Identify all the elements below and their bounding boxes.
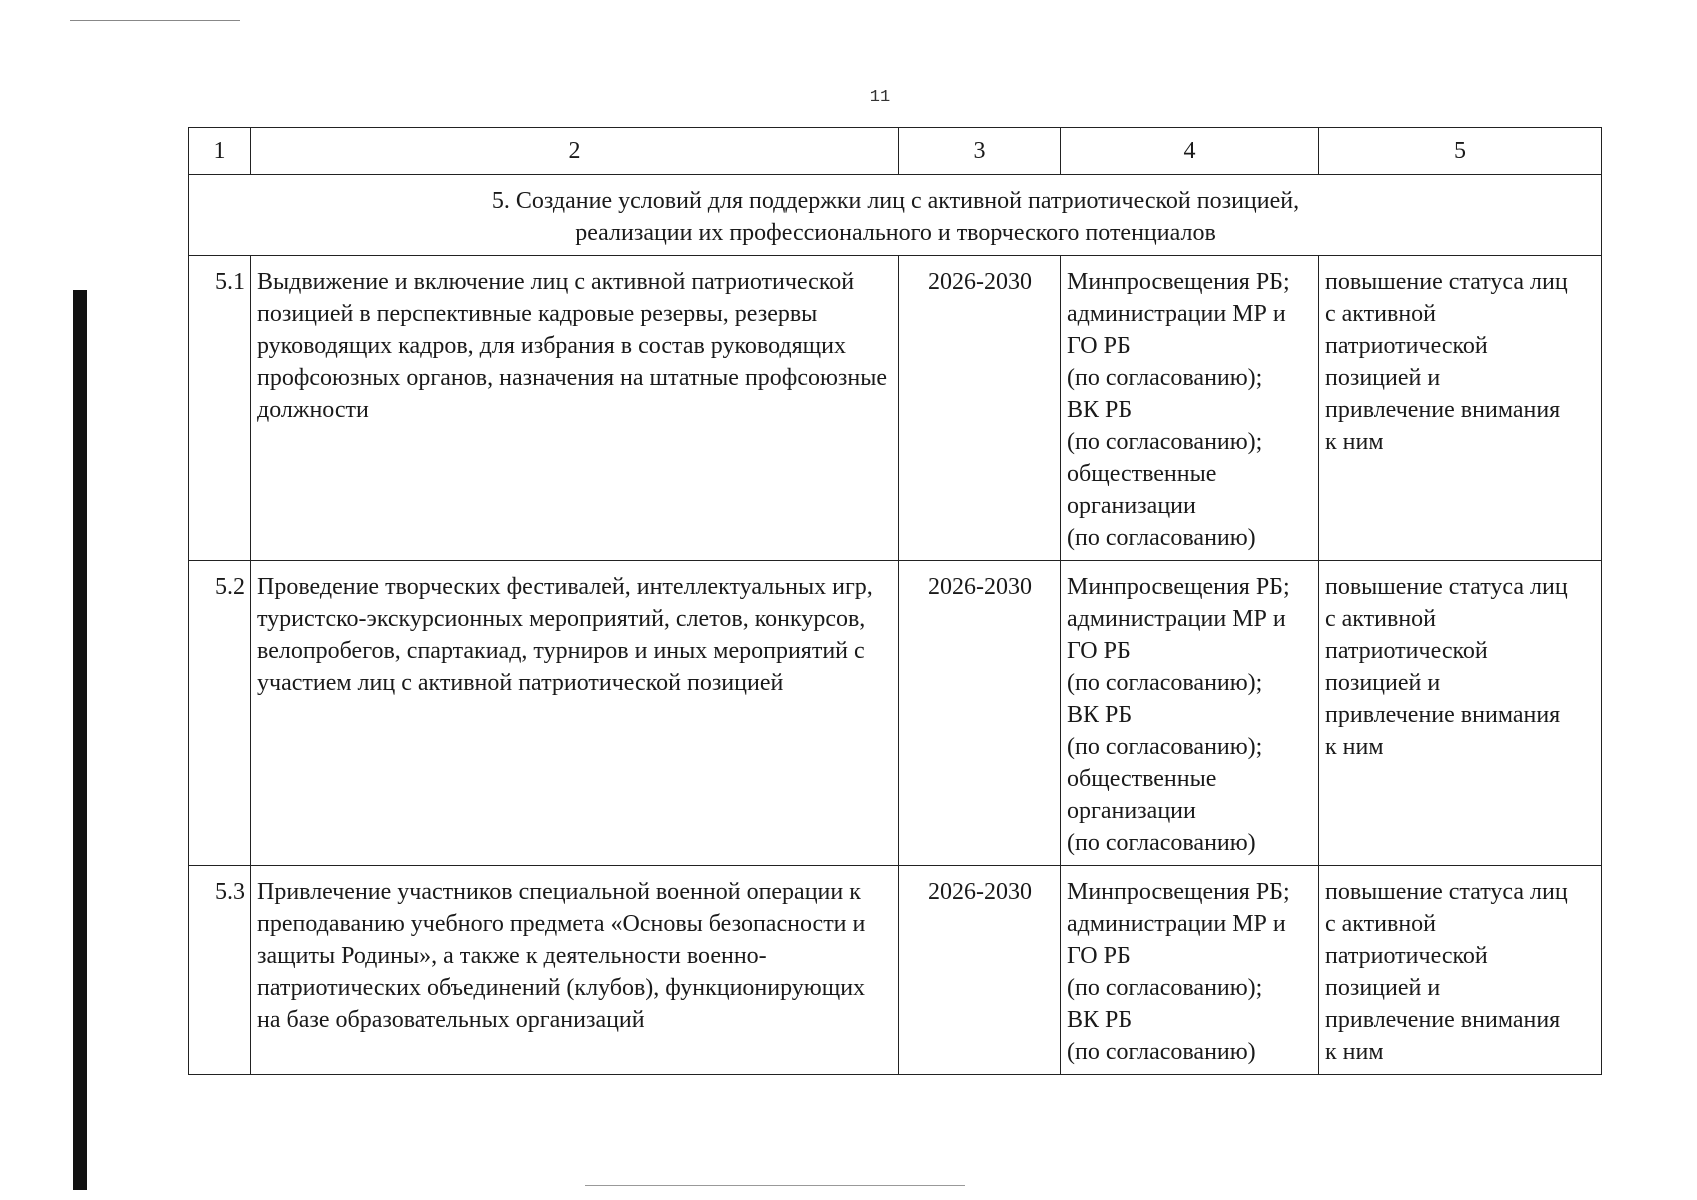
table-row — [189, 256, 1602, 561]
executor-line: ВК РБ — [1067, 702, 1133, 728]
result-line: привлечение внимания — [1325, 1007, 1561, 1033]
executor-line: Минпросвещения РБ; — [1067, 879, 1290, 905]
row-result — [1319, 866, 1602, 1075]
executor-line: (по согласованию); — [1067, 670, 1263, 696]
result-line: привлечение внимания — [1325, 397, 1561, 423]
executor-line: (по согласованию); — [1067, 429, 1263, 455]
result-line: патриотической — [1325, 638, 1488, 664]
row-number: 5.1 — [189, 256, 251, 561]
row-executors — [1061, 561, 1319, 866]
executor-line: организации — [1067, 493, 1196, 519]
executor-line: (по согласованию) — [1067, 525, 1256, 551]
executor-line: ГО РБ — [1067, 943, 1131, 969]
column-header-4: 4 — [1061, 128, 1319, 175]
executor-line: ГО РБ — [1067, 333, 1131, 359]
row-result — [1319, 256, 1602, 561]
executor-line: (по согласованию) — [1067, 1039, 1256, 1065]
scan-edge-line — [585, 1185, 965, 1186]
executor-line: Минпросвещения РБ; — [1067, 574, 1290, 600]
result-line: повышение статуса лиц — [1325, 574, 1568, 600]
result-line: позицией и — [1325, 975, 1441, 1001]
plan-table — [188, 127, 1602, 1075]
column-header-3: 3 — [899, 128, 1061, 175]
header-row — [189, 128, 1602, 175]
executor-line: ГО РБ — [1067, 638, 1131, 664]
executor-line: общественные — [1067, 461, 1217, 487]
row-period: 2026-2030 — [899, 866, 1061, 1075]
row-result — [1319, 561, 1602, 866]
result-line: с активной — [1325, 301, 1436, 327]
row-description: Выдвижение и включение лиц с активной патриотической позицией в перспективные кадровые резервы, резервы руководящих кадров, для избрания в состав руководящих профсоюзных органов, назначения на штатные профсоюзные должности — [251, 256, 899, 561]
column-header-2: 2 — [251, 128, 899, 175]
scan-edge-line — [70, 20, 240, 21]
result-line: к ним — [1325, 429, 1384, 455]
table-row — [189, 561, 1602, 866]
row-number: 5.2 — [189, 561, 251, 866]
executor-line: общественные — [1067, 766, 1217, 792]
result-line: патриотической — [1325, 943, 1488, 969]
result-line: с активной — [1325, 606, 1436, 632]
executor-line: администрации МР и — [1067, 911, 1286, 937]
row-description: Привлечение участников специальной военной операции к преподаванию учебного предмета «Основы безопасности и защиты Родины», а также к деятельности военно-патриотических объединений (клубов), функционирующих на базе образовательных организаций — [251, 866, 899, 1075]
executor-line: Минпросвещения РБ; — [1067, 269, 1290, 295]
column-header-5: 5 — [1319, 128, 1602, 175]
row-description: Проведение творческих фестивалей, интеллектуальных игр, туристско-экскурсионных мероприятий, слетов, конкурсов, велопробегов, спартакиад, турниров и иных мероприятий с участием лиц с активной патриотической позицией — [251, 561, 899, 866]
executor-line: администрации МР и — [1067, 606, 1286, 632]
executor-line: (по согласованию); — [1067, 365, 1263, 391]
executor-line: (по согласованию); — [1067, 975, 1263, 1001]
table-row — [189, 866, 1602, 1075]
result-line: к ним — [1325, 734, 1384, 760]
result-line: к ним — [1325, 1039, 1384, 1065]
row-period: 2026-2030 — [899, 256, 1061, 561]
section-title-line: 5. Создание условий для поддержки лиц с активной патриотической позицией, — [491, 188, 1300, 214]
executor-line: администрации МР и — [1067, 301, 1286, 327]
section-title-line: реализации их профессионального и творческого потенциалов — [575, 220, 1216, 246]
executor-line: ВК РБ — [1067, 397, 1133, 423]
scan-edge-shadow — [73, 290, 87, 1190]
result-line: привлечение внимания — [1325, 702, 1561, 728]
executor-line: организации — [1067, 798, 1196, 824]
page-number: 11 — [869, 88, 891, 107]
result-line: с активной — [1325, 911, 1436, 937]
section-title — [189, 175, 1602, 256]
executor-line: (по согласованию) — [1067, 830, 1256, 856]
result-line: позицией и — [1325, 670, 1441, 696]
result-line: повышение статуса лиц — [1325, 879, 1568, 905]
result-line: позицией и — [1325, 365, 1441, 391]
row-executors — [1061, 256, 1319, 561]
row-number: 5.3 — [189, 866, 251, 1075]
row-period: 2026-2030 — [899, 561, 1061, 866]
section-row — [189, 175, 1602, 256]
executor-line: ВК РБ — [1067, 1007, 1133, 1033]
executor-line: (по согласованию); — [1067, 734, 1263, 760]
column-header-1: 1 — [189, 128, 251, 175]
result-line: повышение статуса лиц — [1325, 269, 1568, 295]
row-executors — [1061, 866, 1319, 1075]
result-line: патриотической — [1325, 333, 1488, 359]
